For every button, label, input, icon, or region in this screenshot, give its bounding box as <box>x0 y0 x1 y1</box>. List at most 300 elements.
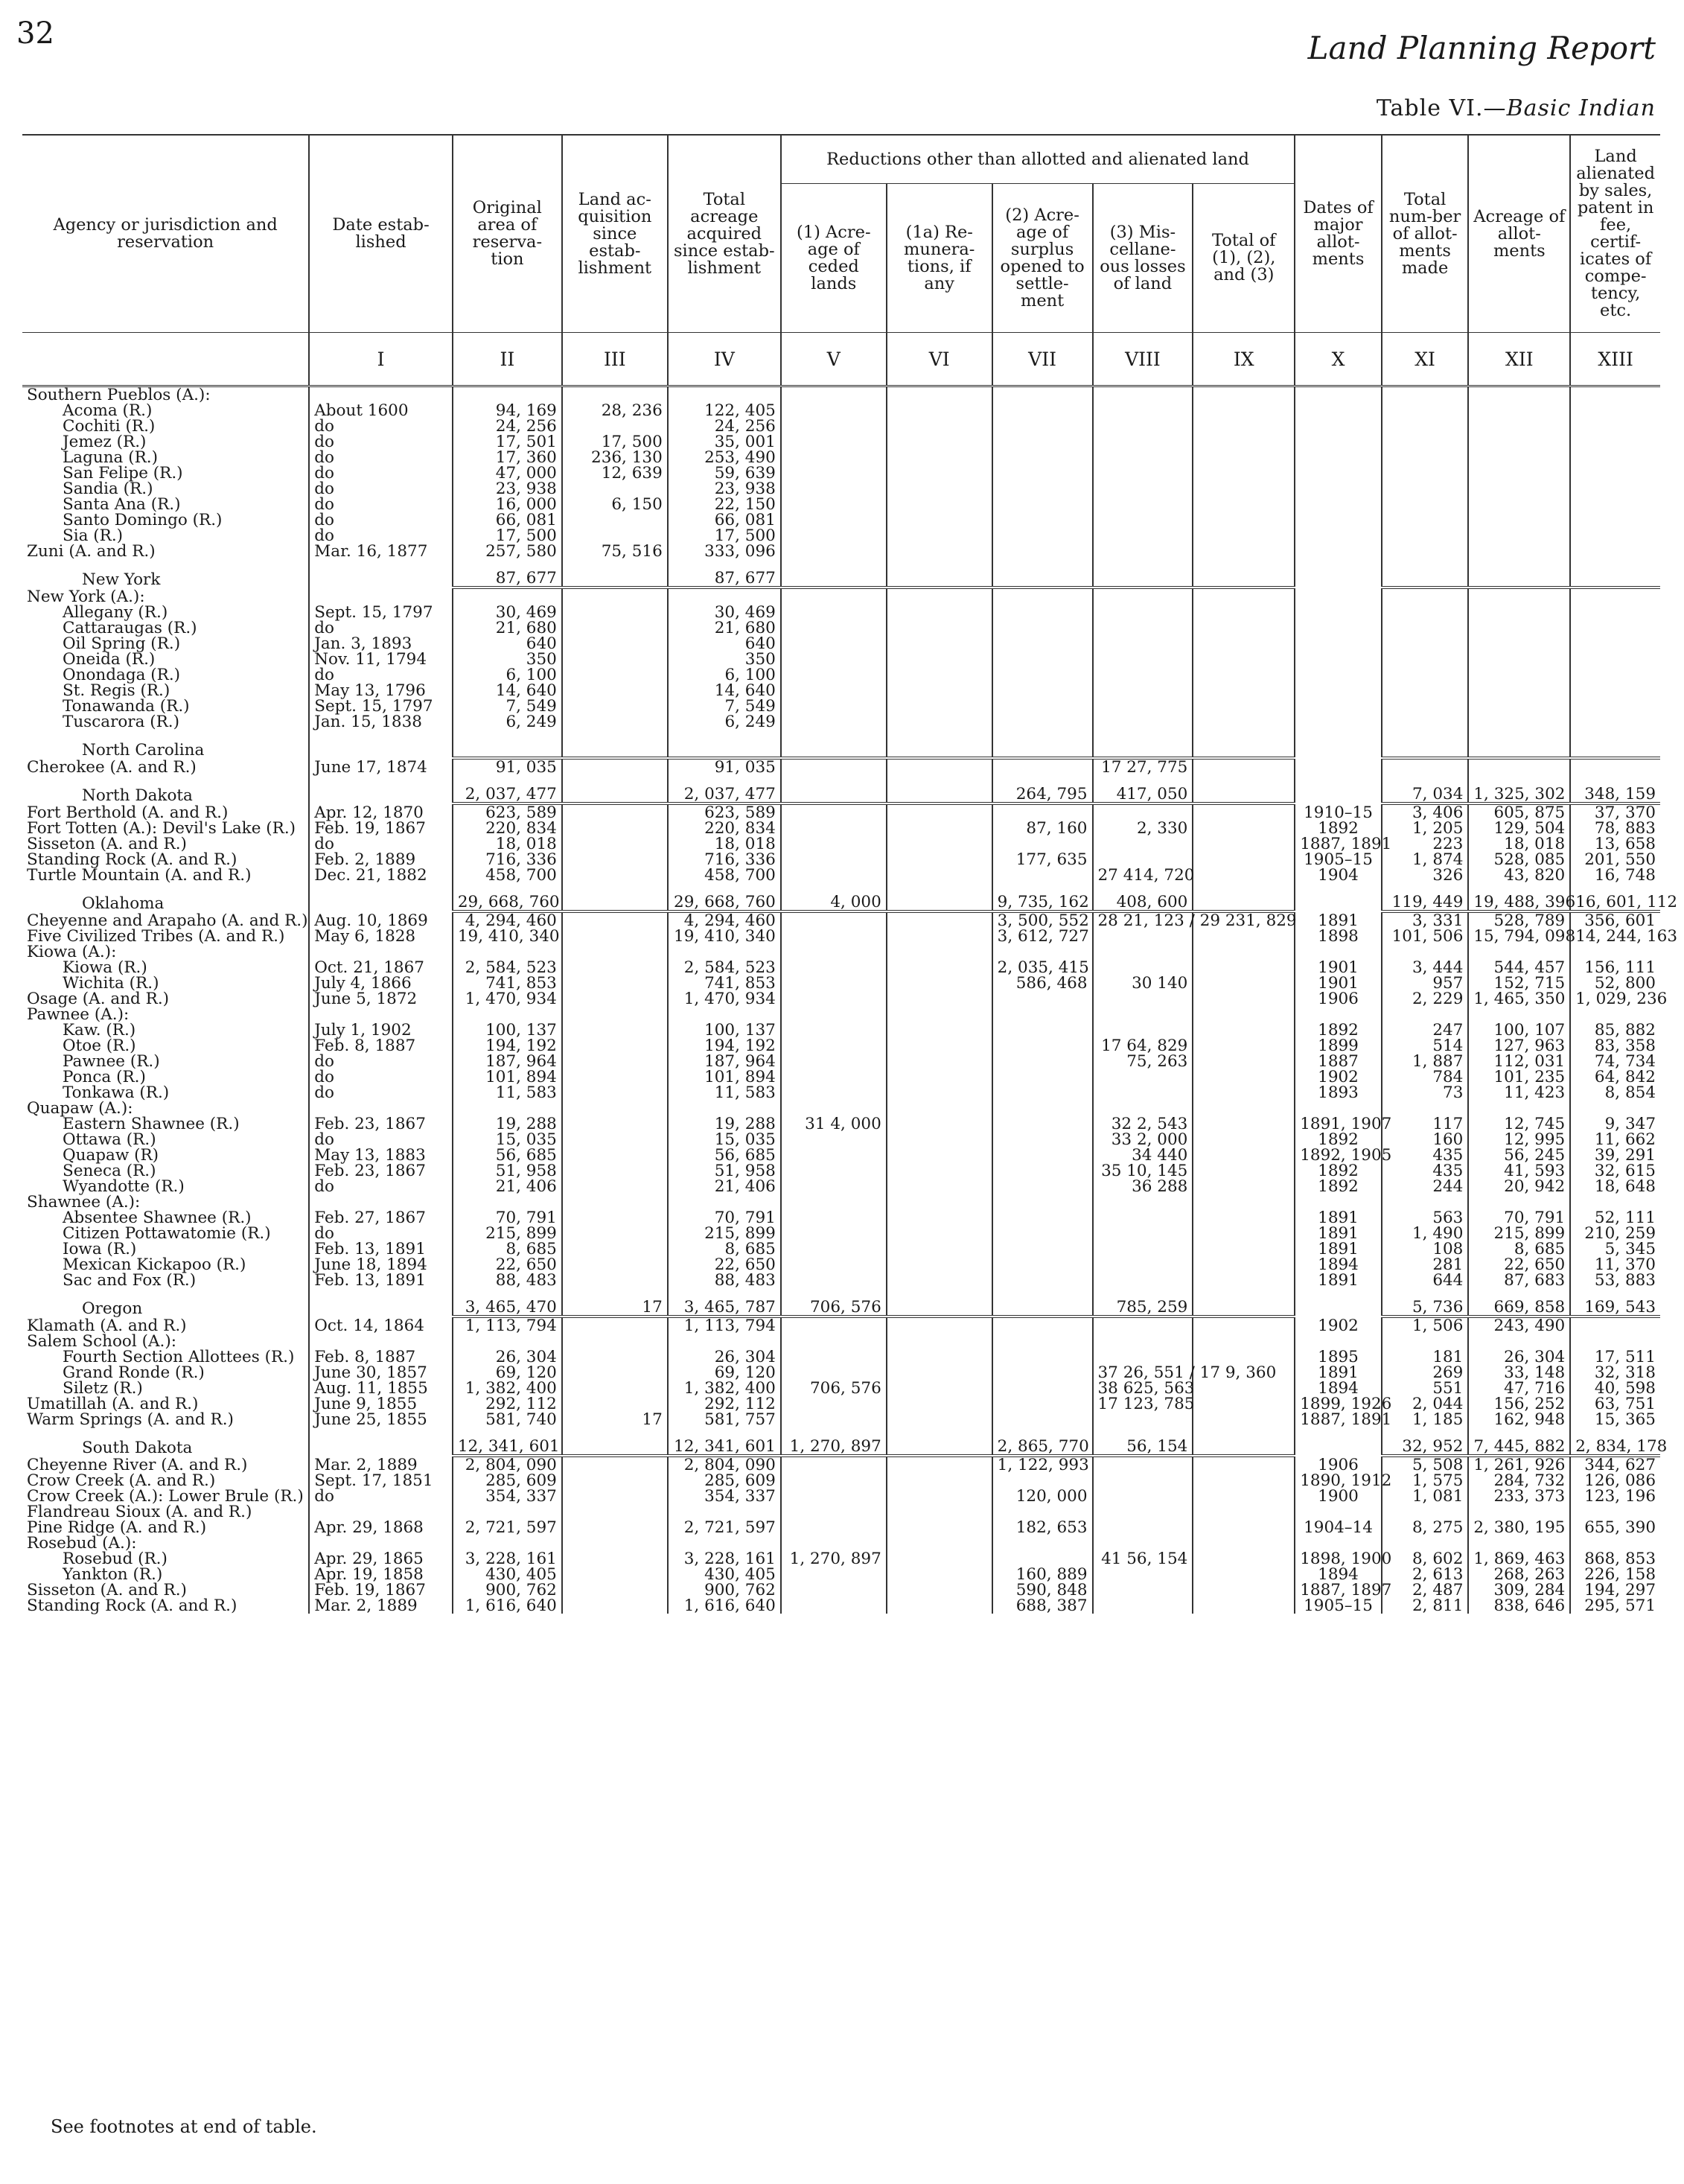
cell-iii <box>562 1349 668 1365</box>
cell-ix <box>1193 1210 1295 1226</box>
state-total-row <box>22 883 1660 911</box>
cell-v <box>781 667 887 683</box>
cell-xiii <box>1570 620 1660 636</box>
cell-xii: 87, 683 <box>1468 1273 1570 1288</box>
cell-viii <box>1093 403 1193 418</box>
cell-iv: 2, 037, 477 <box>668 775 781 803</box>
cell-ix <box>1193 512 1295 528</box>
cell-vii <box>992 730 1093 758</box>
cell-xi <box>1382 620 1469 636</box>
cell-v <box>781 544 887 559</box>
table-row <box>22 758 1660 775</box>
cell-iv: 900, 762 <box>668 1582 781 1598</box>
cell-ii: 18, 018 <box>453 836 562 852</box>
cell-date: do <box>309 1489 453 1504</box>
cell-ix <box>1193 929 1295 944</box>
cell-x <box>1295 652 1382 667</box>
cell-date <box>309 883 453 911</box>
table-row <box>22 1241 1660 1257</box>
cell-iii <box>562 386 668 404</box>
cell-vii <box>992 605 1093 620</box>
cell-iv: 640 <box>668 636 781 652</box>
cell-x: 1892 <box>1295 821 1382 836</box>
cell-xi: 1, 490 <box>1382 1226 1469 1241</box>
cell-ix <box>1193 667 1295 683</box>
cell-name: Kiowa (A.): <box>22 944 309 960</box>
cell-v <box>781 683 887 698</box>
cell-vii <box>992 1349 1093 1365</box>
cell-ix <box>1193 1257 1295 1273</box>
cell-vii <box>992 1226 1093 1241</box>
cell-x: 1910–15 <box>1295 803 1382 821</box>
cell-ii: 17, 501 <box>453 434 562 450</box>
cell-ix <box>1193 1116 1295 1132</box>
table-row <box>22 1132 1660 1147</box>
cell-v <box>781 1257 887 1273</box>
table-row <box>22 1489 1660 1504</box>
cell-xi: 7, 034 <box>1382 775 1469 803</box>
cell-ii <box>453 1007 562 1022</box>
cell-iii <box>562 1257 668 1273</box>
cell-x: 1887, 1897 <box>1295 1582 1382 1598</box>
cell-ix <box>1193 528 1295 544</box>
cell-xi: 3, 444 <box>1382 960 1469 975</box>
cell-iv: 59, 639 <box>668 465 781 481</box>
cell-iv: 285, 609 <box>668 1473 781 1489</box>
cell-xiii <box>1570 450 1660 465</box>
cell-vi <box>887 1288 992 1317</box>
cell-v <box>781 528 887 544</box>
cell-ii: 741, 853 <box>453 975 562 991</box>
cell-date: July 4, 1866 <box>309 975 453 991</box>
cell-xi <box>1382 714 1469 730</box>
cell-ix <box>1193 944 1295 960</box>
roman-numeral: VIII <box>1093 333 1193 386</box>
cell-vi <box>887 821 992 836</box>
cell-xii: 22, 650 <box>1468 1257 1570 1273</box>
cell-name: Pawnee (A.): <box>22 1007 309 1022</box>
cell-ix <box>1193 1582 1295 1598</box>
cell-viii: 408, 600 <box>1093 883 1193 911</box>
cell-date: Feb. 19, 1867 <box>309 821 453 836</box>
col-header-date: Date estab-lished <box>309 135 453 333</box>
cell-iv: 100, 137 <box>668 1022 781 1038</box>
cell-ix <box>1193 1132 1295 1147</box>
cell-iv: 6, 249 <box>668 714 781 730</box>
cell-viii: 35 10, 145 <box>1093 1163 1193 1179</box>
cell-vi <box>887 620 992 636</box>
cell-date: do <box>309 418 453 434</box>
cell-vii <box>992 588 1093 605</box>
cell-xi: 435 <box>1382 1147 1469 1163</box>
cell-name: Santo Domingo (R.) <box>22 512 309 528</box>
cell-xii <box>1468 1194 1570 1210</box>
cell-name: Yankton (R.) <box>22 1567 309 1582</box>
col-header-remunerations: (1a) Re-munera-tions, if any <box>887 184 992 333</box>
roman-numeral: IX <box>1193 333 1295 386</box>
cell-viii: 785, 259 <box>1093 1288 1193 1317</box>
cell-x: 1892 <box>1295 1022 1382 1038</box>
cell-name: Cherokee (A. and R.) <box>22 758 309 775</box>
cell-date: do <box>309 1054 453 1069</box>
table-row <box>22 481 1660 497</box>
cell-vii: 2, 035, 415 <box>992 960 1093 975</box>
cell-xi <box>1382 1194 1469 1210</box>
cell-iv: 66, 081 <box>668 512 781 528</box>
state-total-row <box>22 775 1660 803</box>
cell-xii <box>1468 544 1570 559</box>
cell-ix <box>1193 821 1295 836</box>
cell-iii <box>562 929 668 944</box>
cell-v <box>781 497 887 512</box>
cell-x: 1887, 1891 <box>1295 1412 1382 1427</box>
cell-ix <box>1193 1334 1295 1349</box>
cell-xi <box>1382 418 1469 434</box>
cell-iv: 29, 668, 760 <box>668 883 781 911</box>
cell-ii <box>453 588 562 605</box>
table-row <box>22 1054 1660 1069</box>
table-row <box>22 512 1660 528</box>
cell-iv: 12, 341, 601 <box>668 1427 781 1456</box>
cell-xi: 644 <box>1382 1273 1469 1288</box>
cell-iv: 69, 120 <box>668 1365 781 1381</box>
cell-xi: 551 <box>1382 1381 1469 1396</box>
cell-iv <box>668 386 781 404</box>
cell-name: Crow Creek (A.): Lower Brule (R.) <box>22 1489 309 1504</box>
cell-iv: 354, 337 <box>668 1489 781 1504</box>
cell-viii <box>1093 636 1193 652</box>
table-row <box>22 1412 1660 1427</box>
cell-iii <box>562 1489 668 1504</box>
cell-date <box>309 775 453 803</box>
cell-name: Sac and Fox (R.) <box>22 1273 309 1288</box>
cell-viii <box>1093 512 1193 528</box>
cell-viii <box>1093 944 1193 960</box>
cell-name: Grand Ronde (R.) <box>22 1365 309 1381</box>
cell-xi: 563 <box>1382 1210 1469 1226</box>
cell-xiii: 194, 297 <box>1584 1580 1656 1599</box>
cell-iii <box>562 944 668 960</box>
cell-iii <box>562 1598 668 1614</box>
cell-ii: 11, 583 <box>453 1085 562 1101</box>
cell-date: do <box>309 434 453 450</box>
cell-xii: 47, 716 <box>1468 1381 1570 1396</box>
cell-xii <box>1468 605 1570 620</box>
cell-x: 1894 <box>1295 1567 1382 1582</box>
cell-vii: 120, 000 <box>992 1489 1093 1504</box>
cell-viii <box>1093 434 1193 450</box>
cell-vi <box>887 960 992 975</box>
cell-date <box>309 1007 453 1022</box>
cell-xi: 957 <box>1382 975 1469 991</box>
cell-iii <box>562 1101 668 1116</box>
cell-ix <box>1193 1038 1295 1054</box>
cell-date: Oct. 21, 1867 <box>309 960 453 975</box>
cell-vi <box>887 1101 992 1116</box>
cell-xiii <box>1570 1535 1660 1551</box>
cell-xiii <box>1570 528 1660 544</box>
cell-ii: 22, 650 <box>453 1257 562 1273</box>
cell-v <box>781 559 887 588</box>
cell-vii <box>992 1412 1093 1427</box>
cell-ii <box>453 1101 562 1116</box>
cell-xii: 56, 245 <box>1468 1147 1570 1163</box>
cell-iii <box>562 1147 668 1163</box>
cell-ii <box>453 1535 562 1551</box>
cell-iv: 30, 469 <box>668 605 781 620</box>
cell-iii <box>562 605 668 620</box>
cell-ix <box>1193 481 1295 497</box>
cell-date: Feb. 13, 1891 <box>309 1241 453 1257</box>
cell-vi <box>887 1226 992 1241</box>
cell-xiii: 32, 318 <box>1594 1363 1656 1382</box>
cell-date: Apr. 12, 1870 <box>309 803 453 821</box>
cell-name: Ottawa (R.) <box>22 1132 309 1147</box>
cell-iv: 292, 112 <box>668 1396 781 1412</box>
cell-date: About 1600 <box>309 403 453 418</box>
footnote-note: See footnotes at end of table. <box>51 2116 317 2137</box>
cell-vii <box>992 1317 1093 1334</box>
cell-name: Tonawanda (R.) <box>22 698 309 714</box>
cell-v <box>781 1022 887 1038</box>
cell-vi <box>887 465 992 481</box>
cell-ix <box>1193 1551 1295 1567</box>
cell-vi <box>887 1412 992 1427</box>
cell-name: Tonkawa (R.) <box>22 1085 309 1101</box>
cell-vii <box>992 418 1093 434</box>
cell-x: 1892 <box>1295 1163 1382 1179</box>
cell-date: do <box>309 450 453 465</box>
cell-xii: 152, 715 <box>1468 975 1570 991</box>
cell-date: do <box>309 1085 453 1101</box>
table-row <box>22 434 1660 450</box>
cell-name: Sisseton (A. and R.) <box>22 836 309 852</box>
basic-indian-table <box>22 134 1678 1615</box>
cell-date <box>309 588 453 605</box>
cell-viii <box>1093 1582 1193 1598</box>
cell-xiii: 169, 543 <box>1570 1288 1660 1317</box>
cell-iii <box>562 1520 668 1535</box>
cell-xii: 243, 490 <box>1468 1317 1570 1334</box>
cell-ix <box>1193 1194 1295 1210</box>
cell-viii <box>1093 1473 1193 1489</box>
cell-xi <box>1382 667 1469 683</box>
cell-ix <box>1193 1598 1295 1614</box>
cell-x: 1891 <box>1295 911 1382 929</box>
cell-x: 1901 <box>1295 960 1382 975</box>
cell-xi: 2, 487 <box>1382 1582 1469 1598</box>
cell-ix <box>1193 418 1295 434</box>
table-row <box>22 803 1660 821</box>
table-row <box>22 1007 1660 1022</box>
cell-vii <box>992 636 1093 652</box>
cell-vi <box>887 683 992 698</box>
cell-iv: 623, 589 <box>668 803 781 821</box>
cell-xii: 8, 685 <box>1468 1241 1570 1257</box>
cell-xi: 784 <box>1382 1069 1469 1085</box>
cell-x: 1893 <box>1295 1085 1382 1101</box>
cell-viii: 2, 330 <box>1093 821 1193 836</box>
cell-iii: 75, 516 <box>562 544 668 559</box>
cell-name: Mexican Kickapoo (R.) <box>22 1257 309 1273</box>
table-row <box>22 1273 1660 1288</box>
cell-vii <box>992 386 1093 404</box>
cell-xiii: 15, 365 <box>1594 1410 1656 1429</box>
cell-iv <box>668 944 781 960</box>
cell-ix <box>1193 1085 1295 1101</box>
cell-xii: 838, 646 <box>1468 1598 1570 1614</box>
cell-xiii: 32, 615 <box>1594 1161 1656 1180</box>
cell-x: 1892, 1905 <box>1295 1147 1382 1163</box>
cell-iv: 1, 113, 794 <box>668 1317 781 1334</box>
cell-xii: 129, 504 <box>1468 821 1570 836</box>
cell-iii <box>562 1396 668 1412</box>
cell-vi <box>887 667 992 683</box>
cell-xi: 5, 508 <box>1382 1456 1469 1473</box>
cell-ii: 66, 081 <box>453 512 562 528</box>
cell-vi <box>887 929 992 944</box>
cell-date: do <box>309 1179 453 1194</box>
cell-iv: 6, 100 <box>668 667 781 683</box>
cell-ix <box>1193 1022 1295 1038</box>
cell-iii <box>562 683 668 698</box>
cell-xi <box>1382 1007 1469 1022</box>
cell-x <box>1295 512 1382 528</box>
cell-ix <box>1193 975 1295 991</box>
cell-iv: 1, 470, 934 <box>668 991 781 1007</box>
cell-iv: 91, 035 <box>668 758 781 775</box>
table-row <box>22 1038 1660 1054</box>
table-row <box>22 1598 1660 1614</box>
cell-name: New York (A.): <box>22 588 309 605</box>
cell-date: Sept. 17, 1851 <box>309 1473 453 1489</box>
cell-viii <box>1093 1257 1193 1273</box>
cell-name: New York <box>22 559 309 588</box>
cell-iii: 6, 150 <box>562 497 668 512</box>
table-row <box>22 1163 1660 1179</box>
cell-vi <box>887 1473 992 1489</box>
cell-vii <box>992 803 1093 821</box>
cell-vi <box>887 588 992 605</box>
cell-iv: 15, 035 <box>668 1132 781 1147</box>
cell-vii <box>992 620 1093 636</box>
cell-xii: 309, 284 <box>1468 1582 1570 1598</box>
cell-xiii: 348, 159 <box>1570 775 1660 803</box>
cell-vii: 177, 635 <box>992 852 1093 867</box>
cell-vi <box>887 559 992 588</box>
cell-name: Ponca (R.) <box>22 1069 309 1085</box>
cell-x <box>1295 1334 1382 1349</box>
cell-xii: 33, 148 <box>1468 1365 1570 1381</box>
cell-xii <box>1468 1504 1570 1520</box>
cell-x <box>1295 481 1382 497</box>
cell-x: 1891 <box>1295 1241 1382 1257</box>
cell-vi <box>887 1116 992 1132</box>
cell-vi <box>887 1535 992 1551</box>
cell-viii <box>1093 1241 1193 1257</box>
cell-ii: 3, 465, 470 <box>453 1288 562 1317</box>
cell-viii: 32 2, 543 <box>1093 1116 1193 1132</box>
cell-xi: 514 <box>1382 1038 1469 1054</box>
cell-vi <box>887 1038 992 1054</box>
table-row <box>22 1535 1660 1551</box>
cell-xi: 117 <box>1382 1116 1469 1132</box>
cell-v <box>781 1038 887 1054</box>
cell-ix <box>1193 714 1295 730</box>
cell-viii <box>1093 497 1193 512</box>
table-row <box>22 836 1660 852</box>
col-header-misc-losses: (3) Mis-cellane-ous losses of land <box>1093 184 1193 333</box>
cell-vi <box>887 1163 992 1179</box>
table-row <box>22 528 1660 544</box>
cell-ii: 1, 113, 794 <box>453 1317 562 1334</box>
cell-vi <box>887 1349 992 1365</box>
cell-viii <box>1093 852 1193 867</box>
cell-x <box>1295 1535 1382 1551</box>
cell-vi <box>887 1210 992 1226</box>
cell-ii: 87, 677 <box>453 559 562 588</box>
cell-vii <box>992 544 1093 559</box>
cell-date <box>309 1427 453 1456</box>
cell-x <box>1295 698 1382 714</box>
cell-date: Feb. 13, 1891 <box>309 1273 453 1288</box>
table-row <box>22 821 1660 836</box>
table-row <box>22 497 1660 512</box>
cell-iii <box>562 1179 668 1194</box>
cell-name: Quapaw (R) <box>22 1147 309 1163</box>
cell-ii: 19, 288 <box>453 1116 562 1132</box>
cell-vi <box>887 434 992 450</box>
cell-xii: 1, 465, 350 <box>1468 991 1570 1007</box>
cell-xiii: 13, 658 <box>1594 834 1656 853</box>
cell-vii <box>992 1194 1093 1210</box>
cell-x <box>1295 465 1382 481</box>
cell-v <box>781 758 887 775</box>
cell-v <box>781 1101 887 1116</box>
cell-ix <box>1193 836 1295 852</box>
cell-ix <box>1193 1147 1295 1163</box>
cell-ii: 24, 256 <box>453 418 562 434</box>
cell-iii <box>562 652 668 667</box>
col-header-land-acquisition: Land ac-quisition since estab-lishment <box>562 135 668 333</box>
cell-x: 1891 <box>1295 1226 1382 1241</box>
cell-xiii: 83, 358 <box>1594 1036 1656 1055</box>
cell-viii <box>1093 730 1193 758</box>
cell-name: Zuni (A. and R.) <box>22 544 309 559</box>
cell-vi <box>887 1179 992 1194</box>
cell-viii <box>1093 1273 1193 1288</box>
cell-iv: 1, 616, 640 <box>668 1598 781 1614</box>
cell-xii <box>1468 418 1570 434</box>
cell-xi: 32, 952 <box>1382 1427 1469 1456</box>
cell-viii <box>1093 1535 1193 1551</box>
cell-xii: 1, 325, 302 <box>1468 775 1570 803</box>
cell-viii <box>1093 605 1193 620</box>
cell-vi <box>887 911 992 929</box>
cell-iv: 3, 228, 161 <box>668 1551 781 1567</box>
table-row <box>22 1349 1660 1365</box>
cell-v <box>781 960 887 975</box>
col-header-surplus: (2) Acre-age of surplus opened to settle-ment <box>992 184 1093 333</box>
cell-name: San Felipe (R.) <box>22 465 309 481</box>
cell-ii: 30, 469 <box>453 605 562 620</box>
table-row <box>22 714 1660 730</box>
cell-iv: 2, 804, 090 <box>668 1456 781 1473</box>
cell-xi <box>1382 450 1469 465</box>
cell-iii <box>562 667 668 683</box>
cell-v <box>781 418 887 434</box>
cell-xi: 435 <box>1382 1163 1469 1179</box>
